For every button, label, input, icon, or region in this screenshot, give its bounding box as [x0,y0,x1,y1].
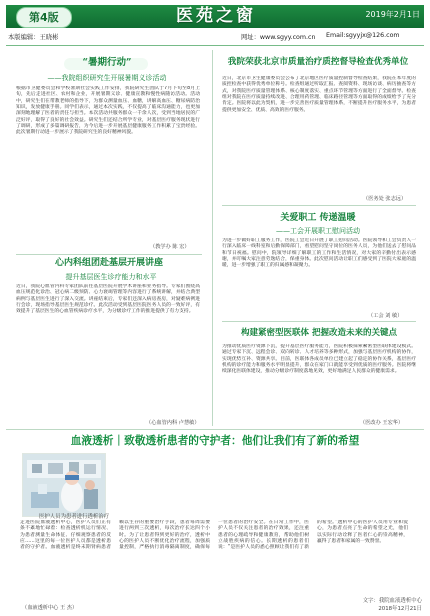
staff-care-body: 为进一步做好职工服务工作，医院工会近日开展了职工慰问活动。医院领导和工会负责人一行深入临床一线科室和后勤保障部门，看望慰问坚守岗位的医务人员，为他们送去了慰问品和节日祝福。慰问中，院领导详细了解职工的工作和生活情况，对大家的辛勤付出表示感谢，并叮嘱大家注意劳逸结合，保重身体。此次慰问活动让职工们感受到了医院大家庭的温暖，进一步增强了职工的归属感和凝聚力。 [222,238,416,269]
staff-care-subhead: ——工会开展职工慰问活动 [276,227,360,235]
quality-award-headline: 我院荣获北京市质量治疗质控督导检查优秀单位 [227,57,409,67]
cardiology-subhead: 提升基层医生诊疗能力和水平 [65,273,157,281]
feature-top-rule [6,429,424,430]
dialysis-feature-headline: 血液透析｜致敬透析患者的守护者：他们让我们有了新的希望 [70,434,360,447]
website-text: 网址：www.sgyy.com.cn [241,34,316,41]
section-rule [222,321,416,322]
masthead-title: 医苑之窗 [176,6,256,26]
dialysis-feature-body: 走进医院血液透析中心，医护人员们正有条不紊地忙碌着：检查透析机运行情况、为患者测量生命体征、仔细观察患者的反应……这里的每一位医护人员都是透析患者的守护者。血液透析是终末期肾病患者赖以生存的重要治疗手段，患者每周需要进行两到三次透析，每次治疗长达四个小时。为了让患者得到更好的治疗，透析中心的医护人员不断优化治疗流程，加强质量控制，严格执行消毒隔离制度，确保每一位患者的治疗安全。在日常工作中，医护人员不仅关注患者的治疗效果，还注重患者的心理疏导和健康教育，帮助他们树立战胜疾病的信心。长期透析的患者们说：“是医护人员的悉心照顾让我们有了新的希望。”透析中心的医护人员用专业和爱心，为患者点亮了生命的希望之光，他们以实际行动诠释了医者仁心的崇高精神，赢得了患者和家属的一致赞誉。 [20,520,408,551]
quality-award-author: （医务处 张志远） [363,196,407,202]
issue-date: 2019年2月1日 [365,10,420,19]
summer-action-author: （教学办 陈 宏） [150,244,190,250]
cardiology-headline: 心内科组团赴基层开展讲座 [54,258,163,268]
edition-badge: 第4版 [16,7,72,28]
section-rule [16,254,202,255]
email-text: Email:sgyyjx@126.com [326,32,400,39]
summer-action-subhead: ——我院组织研究生开展暑期义诊活动 [47,74,167,82]
medical-alliance-author: （医改办 王宏华） [360,420,404,426]
dialysis-ward-photo [22,453,106,517]
cardiology-author: （心血管内科 卢慧敏） [146,420,200,426]
section-rule [222,205,416,206]
editor-name: 本版编辑：王晓彬 [8,34,59,41]
footer-note [363,596,422,612]
summer-action-body: 根据市卫健委员会和学校暑期社会实践工作安排，我院研究生团队于7月下旬至8月上旬，先后走进社区、农村和企业，开展暑期义诊、健康宣教和慢性病随访活动。活动中，研究生们在带教老师的指导下，为群众测量血压、血糖，讲解高血压、糖尿病防治知识，发放健康手册。同学们表示，通过本次实践，不仅提高了临床沟通能力，也更加深刻地理解了医者的责任与担当。本次活动共服务群众一千余人次，受到当地居民的广泛好评，取得了良好的社会效益。研究生们还结合所学专业，对基层医疗服务现状进行了调研，形成了多篇调研报告，为今后进一步开展基层健康服务工作积累了宝贵经验。此次暑期行动进一步展示了我院研究生的良好精神风貌。 [16,86,200,136]
quality-award-body: 近日，北京市卫生健康委员会公布了北京地区医疗质量控制督导检查结果，我院在本年度的质控检查中获得优秀单位称号。检查组通过听取汇报、查阅资料、现场访谈、病历抽查等方式，对我院医疗质量管理体系、核心制度落实、重点环节管理等方面进行了全面督导。检查组对我院在医疗质量持续改进、合理用药管理、临床路径管理等方面取得的成绩给予了充分肯定。医院将以此为契机，进一步完善医疗质量管理体系，不断提升医疗服务水平，为患者提供更加安全、优质、高效的医疗服务。 [222,76,416,113]
dialysis-feature-author: （血液透析中心 王 杰） [22,605,78,611]
footer-date: 2018年12月21日 [378,606,422,612]
newspaper-header [6,5,424,47]
column-divider [212,50,213,426]
staff-care-headline: 关爱职工 传递温暖 [280,213,356,223]
footer-source: 文字：我院血液透析中心 [362,598,422,604]
cardiology-body: 近日，我院心血管内科专家团队前往基层医院开展学术讲座和业务指导。专家们围绕高血压规范化诊治、冠心病二级预防、心力衰竭管理等内容进行了系统讲解，并结合典型病例与基层医生进行了深入交流。讲座结束后，专家们还深入病房查房，对疑难病例进行会诊，现场指导基层医生规范诊疗。此次活动受到基层医院医务人员的一致好评，有效提升了基层医生的心血管疾病诊疗水平，为分级诊疗工作的推进提供了有力支持。 [16,284,200,315]
staff-care-author: （工会 刘 敏） [368,313,403,319]
medical-alliance-headline: 构建紧密型医联体 把握改造未来的关键点 [241,328,397,338]
summer-action-headline: “暑期行动” [82,57,132,68]
dialysis-photo-caption: 医护人员为患者进行透析治疗 [39,514,110,520]
medical-alliance-body: 为推动优质医疗资源下沉，提升基层医疗服务能力，医院积极探索紧密型医联体建设模式。通过专家下沉、远程会诊、双向转诊、人才培养等多种形式，加强与基层医疗机构的协作，实现优势互补、资源共享。目前，医联体各成员单位已建立起了稳定的协作关系，基层医疗机构的诊疗能力和服务水平明显提升，群众在家门口就能享受到优质的医疗服务。医院将继续深化医联体建设，推动分级诊疗制度落地见效，更好地满足人民群众的健康需求。 [222,344,416,375]
